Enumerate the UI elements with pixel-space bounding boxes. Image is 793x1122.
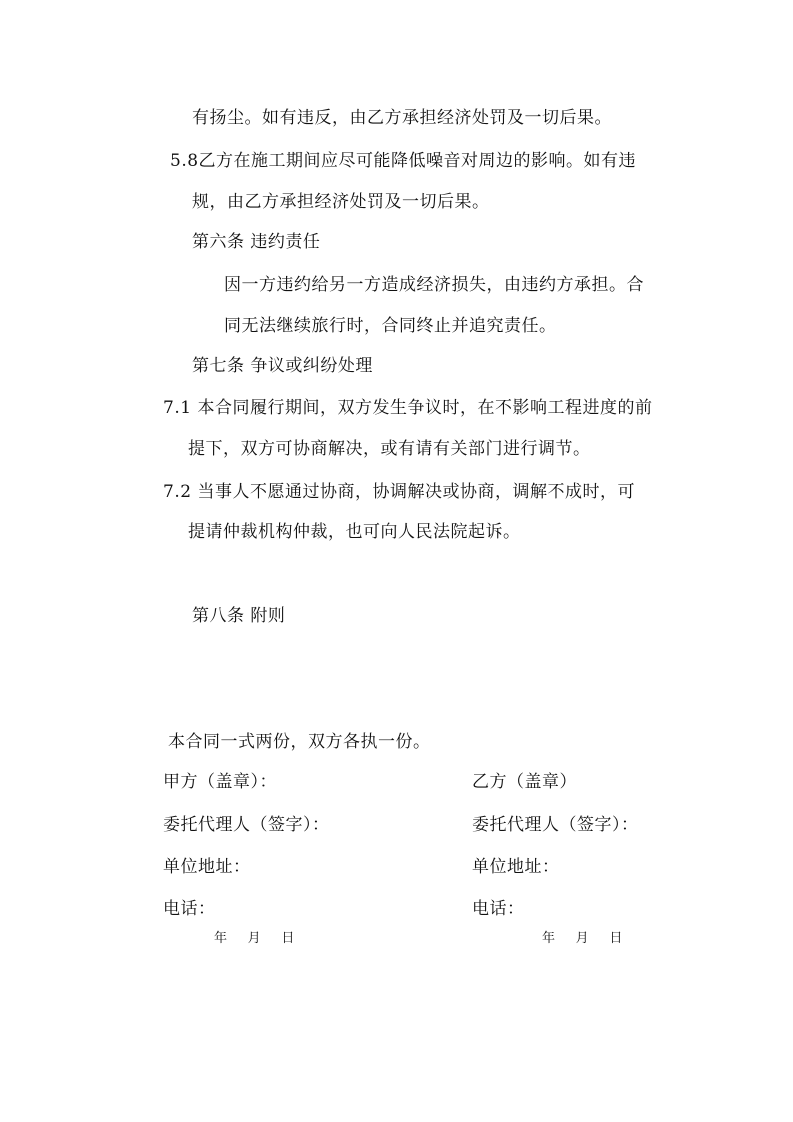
party-b-date-line: 年 月 日 [542, 931, 623, 946]
item-7-2-line1: 7.2 当事人不愿通过协商，协调解决或协商，调解不成时，可 [163, 482, 635, 502]
party-b-address-label: 单位地址： [472, 857, 560, 877]
item-5-8-line1: 5.8乙方在施工期间应尽可能降低噪音对周边的影响。如有违 [170, 151, 637, 171]
item-7-2-line2: 提请仲裁机构仲裁，也可向人民法院起诉。 [188, 522, 521, 542]
party-a-phone-label: 电话： [163, 899, 216, 919]
party-a-date-line: 年 月 日 [214, 931, 295, 946]
clause8-heading: 第八条 附则 [192, 606, 286, 626]
party-a-address-label: 单位地址： [163, 857, 251, 877]
copies-statement: 本合同一式两份，双方各执一份。 [168, 732, 431, 752]
clause7-heading: 第七条 争议或纠纷处理 [192, 356, 373, 376]
item-7-1-line1: 7.1 本合同履行期间，双方发生争议时，在不影响工程进度的前 [163, 398, 653, 418]
item-5-8-line2: 规，由乙方承担经济处罚及一切后果。 [192, 192, 490, 212]
clause6-heading: 第六条 违约责任 [192, 232, 321, 252]
party-b-seal-label: 乙方（盖章） [472, 772, 577, 792]
clause5-continuation-line: 有扬尘。如有违反，由乙方承担经济处罚及一切后果。 [192, 108, 612, 128]
item-7-1-line2: 提下，双方可协商解决，或有请有关部门进行调节。 [188, 439, 591, 459]
party-b-phone-label: 电话： [472, 899, 525, 919]
clause6-body-line2: 同无法继续旅行时，合同终止并追究责任。 [224, 316, 557, 336]
party-a-agent-label: 委托代理人（签字）： [163, 815, 330, 835]
party-b-agent-label: 委托代理人（签字）： [472, 815, 639, 835]
party-a-seal-label: 甲方（盖章）： [163, 772, 277, 792]
clause6-body-line1: 因一方违约给另一方造成经济损失，由违约方承担。合 [224, 275, 644, 295]
